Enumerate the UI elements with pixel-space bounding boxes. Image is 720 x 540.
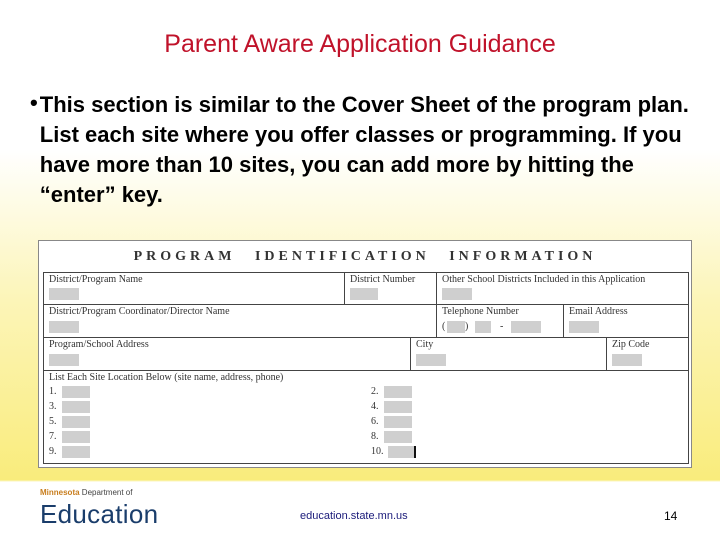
site-field-4[interactable]: [384, 401, 412, 413]
logo-minnesota: Minnesota: [40, 488, 80, 497]
phone-area-code-field[interactable]: [447, 321, 465, 333]
site-list-label: List Each Site Location Below (site name, address, phone): [49, 372, 284, 383]
site-field-3[interactable]: [62, 401, 90, 413]
site-number: 5.: [49, 416, 57, 427]
form-row-sites: [44, 371, 688, 463]
form-title: [39, 249, 691, 265]
site-field-6[interactable]: [384, 416, 412, 428]
site-number: 10.: [371, 446, 384, 457]
district-number-cell: [344, 273, 436, 304]
bullet-text: This section is similar to the Cover Sheet of the program plan. List each site where you offer classes or programming. If you have more than 10 sites, you can add more by hitting the “enter” key.: [39, 92, 689, 207]
phone-paren-open: (: [442, 321, 446, 332]
district-number-field[interactable]: [350, 288, 378, 300]
form-grid: [43, 272, 689, 464]
district-number-label: District Number: [350, 274, 416, 285]
form-title-word: IDENTIFICATION: [254, 249, 430, 264]
site-number: 8.: [371, 431, 379, 442]
site-field-10[interactable]: [388, 446, 414, 458]
zip-field[interactable]: [612, 354, 642, 366]
mde-logo: [40, 488, 158, 530]
program-identification-form: [38, 240, 692, 468]
other-districts-label: Other School Districts Included in this Application: [442, 274, 646, 285]
coordinator-label: District/Program Coordinator/Director Name: [49, 306, 230, 317]
bullet-icon: •: [30, 90, 38, 115]
site-number: 1.: [49, 386, 57, 397]
site-field-2[interactable]: [384, 386, 412, 398]
other-districts-field[interactable]: [442, 288, 472, 300]
district-name-field[interactable]: [49, 288, 79, 300]
city-field[interactable]: [416, 354, 446, 366]
school-address-label: Program/School Address: [49, 339, 149, 350]
text-cursor: [414, 446, 416, 458]
zip-cell: [606, 338, 688, 370]
coordinator-field[interactable]: [49, 321, 79, 333]
footer-url: education.state.mn.us: [300, 510, 408, 522]
site-number: 2.: [371, 386, 379, 397]
telephone-cell: [436, 305, 563, 337]
email-cell: [563, 305, 688, 337]
district-name-cell: [44, 273, 344, 304]
site-number: 4.: [371, 401, 379, 412]
site-numbers-right: [371, 384, 384, 459]
site-field-1[interactable]: [62, 386, 90, 398]
site-number: 7.: [49, 431, 57, 442]
form-row-coordinator: [44, 305, 688, 338]
school-address-field[interactable]: [49, 354, 79, 366]
email-label: Email Address: [569, 306, 628, 317]
logo-education-text: Education: [40, 499, 159, 529]
site-field-7[interactable]: [62, 431, 90, 443]
form-row-address: [44, 338, 688, 371]
logo-department-of: Department of: [79, 488, 133, 497]
city-cell: [410, 338, 606, 370]
page-number: 14: [664, 509, 678, 523]
site-field-9[interactable]: [62, 446, 90, 458]
site-number: 3.: [49, 401, 57, 412]
zip-label: Zip Code: [612, 339, 650, 350]
site-field-5[interactable]: [62, 416, 90, 428]
form-title-word: INFORMATION: [449, 249, 597, 264]
site-number: 6.: [371, 416, 379, 427]
email-field[interactable]: [569, 321, 599, 333]
phone-prefix-field[interactable]: [475, 321, 491, 333]
site-numbers-left: [49, 384, 57, 459]
slide-title: Parent Aware Application Guidance: [164, 30, 556, 58]
other-districts-cell: [436, 273, 688, 304]
school-address-cell: [44, 338, 410, 370]
telephone-label: Telephone Number: [442, 306, 519, 317]
city-label: City: [416, 339, 434, 350]
phone-dash: -: [500, 321, 504, 332]
form-title-word: PROGRAM: [133, 249, 236, 264]
site-number: 9.: [49, 446, 57, 457]
coordinator-cell: [44, 305, 436, 337]
phone-paren-close: ): [465, 321, 469, 332]
phone-line-field[interactable]: [511, 321, 541, 333]
site-field-8[interactable]: [384, 431, 412, 443]
form-row-district: [44, 273, 688, 305]
district-name-label: District/Program Name: [49, 274, 143, 285]
logo-department-text: [40, 488, 158, 497]
bullet-point: [30, 90, 700, 210]
